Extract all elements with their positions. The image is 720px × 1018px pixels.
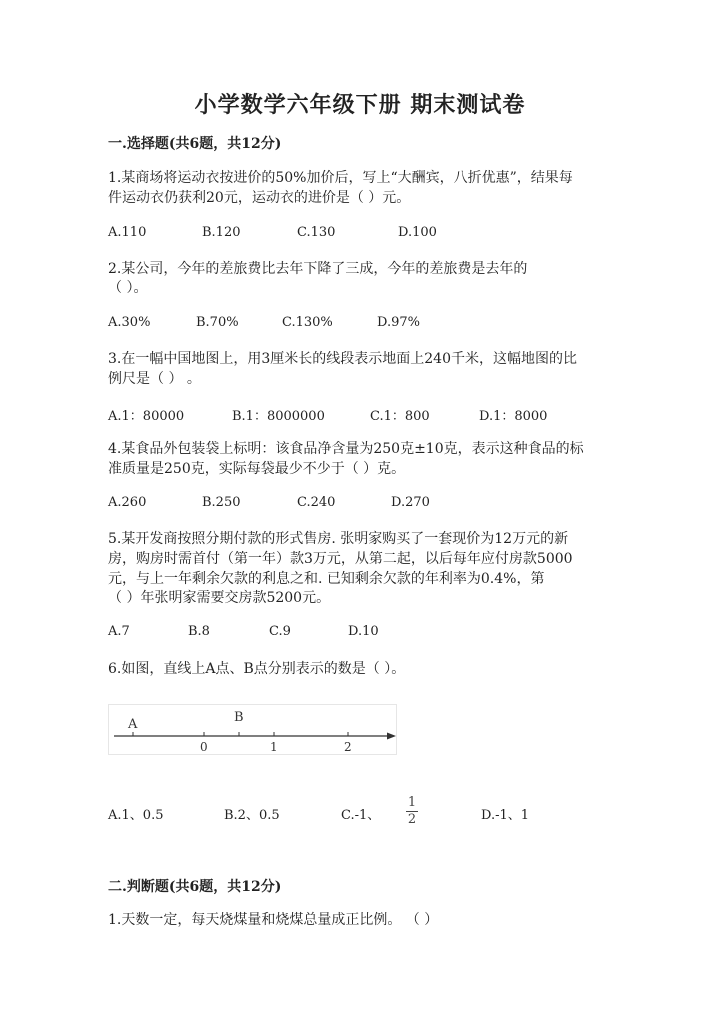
question-4-option-d: D.270 xyxy=(391,495,430,510)
question-5-line-3: 元，与上一年剩余欠款的利息之和. 已知剩余欠款的年利率为0.4%，第 xyxy=(108,571,545,587)
question-3-line-1: 3.在一幅中国地图上，用3厘米长的线段表示地面上240千米，这幅地图的比 xyxy=(108,351,577,367)
judge-question-1: 1.天数一定，每天烧煤量和烧煤总量成正比例。 （ ） xyxy=(108,912,439,928)
section-1-heading: 一.选择题(共6题，共12分) xyxy=(108,136,282,152)
fraction-denominator: 2 xyxy=(407,812,417,827)
question-5-line-1: 5.某开发商按照分期付款的形式售房. 张明家购买了一套现价为12万元的新 xyxy=(108,531,569,547)
point-b-label: B xyxy=(234,710,244,725)
page-title: 小学数学六年级下册 期末测试卷 xyxy=(194,92,526,118)
question-5-option-d: D.10 xyxy=(348,624,379,639)
question-4-option-b: B.250 xyxy=(202,495,241,510)
question-3-line-2: 例尺是（ ） 。 xyxy=(108,371,201,387)
number-line-figure xyxy=(108,704,402,756)
question-4-option-c: C.240 xyxy=(297,495,336,510)
question-1-line-1: 1.某商场将运动衣按进价的50%加价后，写上“大酬宾，八折优惠”，结果每 xyxy=(108,170,573,186)
point-a-label: A xyxy=(128,717,138,732)
tick-label-0: 0 xyxy=(200,740,208,754)
question-1-line-2: 件运动衣仍获利20元，运动衣的进价是（ ）元。 xyxy=(108,190,411,206)
tick-label-1: 1 xyxy=(270,740,278,754)
question-4-line-1: 4.某食品外包装袋上标明：该食品净含量为250克±10克，表示这种食品的标 xyxy=(108,441,584,457)
question-4-option-a: A.260 xyxy=(108,495,147,510)
question-3-option-a: A.1：80000 xyxy=(108,409,185,424)
question-6-option-b: B.2、0.5 xyxy=(224,808,280,823)
question-1-option-c: C.130 xyxy=(297,225,336,240)
question-1-option-a: A.110 xyxy=(108,225,147,240)
question-2-option-a: A.30% xyxy=(108,315,151,330)
question-3-option-c: C.1：800 xyxy=(370,409,430,424)
figure-frame xyxy=(109,705,397,755)
section-2-heading: 二.判断题(共6题，共12分) xyxy=(108,879,282,895)
question-2-line-1: 2.某公司，今年的差旅费比去年下降了三成，今年的差旅费是去年的 xyxy=(108,261,528,277)
question-1-option-d: D.100 xyxy=(398,225,437,240)
question-5-line-2: 房，购房时需首付（第一年）款3万元，从第二起，以后每年应付房款5000 xyxy=(108,551,573,567)
question-2-line-2: （ ）。 xyxy=(108,280,148,296)
question-5-option-b: B.8 xyxy=(188,624,210,639)
question-2-option-c: C.130% xyxy=(282,315,333,330)
question-5-option-c: C.9 xyxy=(269,624,291,639)
question-2-option-d: D.97% xyxy=(377,315,420,330)
tick-label-2: 2 xyxy=(344,740,352,754)
question-4-line-2: 准质量是250克，实际每袋最少不少于（ ）克。 xyxy=(108,461,406,477)
question-3-option-d: D.1：8000 xyxy=(479,409,548,424)
question-5-option-a: A.7 xyxy=(108,624,130,639)
question-2-option-b: B.70% xyxy=(196,315,239,330)
fraction-numerator: 1 xyxy=(407,795,417,810)
question-1-option-b: B.120 xyxy=(202,225,241,240)
question-3-option-b: B.1：8000000 xyxy=(232,409,325,424)
question-5-line-4: （ ）年张明家需要交房款5200元。 xyxy=(108,590,331,606)
question-6-option-a: A.1、0.5 xyxy=(108,808,164,823)
fraction-one-half xyxy=(406,796,418,827)
question-6-line-1: 6.如图，直线上A点、B点分别表示的数是（ ）。 xyxy=(108,661,406,677)
question-6-option-c: C.-1、 xyxy=(341,808,381,823)
question-6-option-d: D.-1、1 xyxy=(481,808,530,823)
number-line-arrow xyxy=(387,733,396,740)
